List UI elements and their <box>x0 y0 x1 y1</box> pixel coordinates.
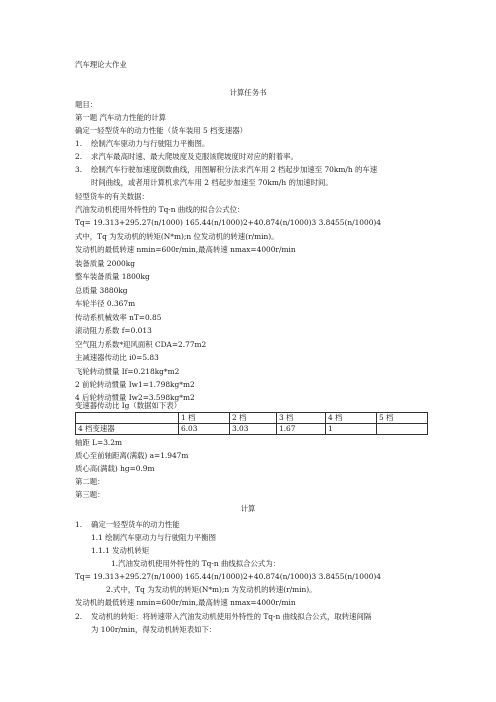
text-line: 发动机的最低转速 nmin=600r/min,最高转速 nmax=4000r/min <box>75 245 296 254</box>
list-text: 确定一轻型货车的动力性能 <box>91 520 180 529</box>
list-text: 发动机的转矩：将转速带入汽油发动机使用外特性的 Tq-n 曲线拟合公式，取转速间隔 <box>91 612 372 621</box>
text-line: 第一题 汽车动力性能的计算 <box>75 113 167 122</box>
list-text: 绘制汽车行驶加速度倒数曲线，用图解积分法求汽车用 2 档起步加速至 70km/h 的车速 <box>91 165 378 174</box>
table-cell: 1.67 <box>277 424 326 435</box>
section-heading: 第三题： <box>75 490 105 499</box>
param-line: 主减速器传动比 i0=5.83 <box>75 353 159 362</box>
table-header-row <box>76 413 428 424</box>
param-line: 变速器传动比 Ig（数据如下表） <box>75 401 182 410</box>
list-item <box>75 613 371 620</box>
param-line: 质心高(满载) hg=0.9m <box>75 464 155 473</box>
param-line: 质心至前轴距离(满载) a=1.947m <box>75 451 189 460</box>
param-line: 2 前轮转动惯量 Iw1=1.798kg*m2 <box>75 380 195 389</box>
table-cell: 1 <box>326 424 377 435</box>
text-line: 1.汽油发动机使用外特性的 Tq-n 曲线拟合公式为： <box>111 559 281 568</box>
table-cell <box>377 424 428 435</box>
list-number: 3. <box>75 165 83 174</box>
param-line: 轴距 L=3.2m <box>75 438 122 447</box>
list-number: 2. <box>75 612 83 621</box>
task-title: 计算任务书 <box>229 88 267 97</box>
list-item <box>75 153 298 160</box>
param-line: 滚动阻力系数 f=0.013 <box>75 326 152 335</box>
param-line: 4 后轮转动惯量 Iw2=3.598kg*m2 <box>75 393 195 402</box>
list-item <box>75 140 209 147</box>
list-number: 1. <box>75 139 83 148</box>
document-header: 汽车理论大作业 <box>75 60 127 69</box>
subsection-heading: 1.1 绘制汽车驱动力与行驶阻力平衡图 <box>91 533 216 542</box>
list-item-continuation: 时间曲线，或者用计算机求汽车用 2 档起步加速至 70km/h 的加速时间。 <box>91 178 333 187</box>
table-cell: 2 档 <box>230 413 277 424</box>
section-heading: 第二题： <box>75 477 105 486</box>
list-text: 求汽车最高时速、最大爬坡度及克服该爬坡度时对应的附着率。 <box>91 152 298 161</box>
formula-line: Tq= 19.313+295.27(n/1000) 165.44(n/1000)2+40.874(n/1000)3 3.8455(n/1000)4 <box>75 572 381 581</box>
text-line: 发动机的最低转速 nmin=600r/min,最高转速 nmax=4000r/min <box>75 598 296 607</box>
table-cell: 5 档 <box>377 413 428 424</box>
subsection-heading: 1.1.1 发动机转矩 <box>91 546 150 555</box>
table-cell: 4 档变速器 <box>76 424 179 435</box>
param-line: 飞轮转动惯量 If=0.218kg*m2 <box>75 367 180 376</box>
table-cell: 3 档 <box>277 413 326 424</box>
table-cell: 3.03 <box>230 424 277 435</box>
table-row <box>76 424 428 435</box>
param-line: 空气阻力系数*迎风面积 CDA=2.77m2 <box>75 340 207 349</box>
param-line: 传动系机械效率 nT=0.85 <box>75 313 162 322</box>
text-line: 题目： <box>75 100 98 109</box>
text-line: 轻型货车的有关数据： <box>75 192 149 201</box>
calc-title: 计算 <box>240 504 256 513</box>
text-line: 2.式中，Tq 为发动机的转矩(N*m);n 为发动机的转速(r/min)。 <box>106 585 317 594</box>
table-cell: 4 档 <box>326 413 377 424</box>
gear-ratio-table <box>75 412 428 435</box>
formula-line: Tq= 19.313+295.27(n/1000) 165.44(n/1000)2+40.874(n/1000)3 3.8455(n/1000)4 <box>75 218 381 227</box>
list-item <box>75 521 180 528</box>
param-line: 整车装备质量 1800kg <box>75 272 150 281</box>
list-number: 1. <box>75 520 83 529</box>
text-line: 汽油发动机使用外特性的 Tq-n 曲线的拟合公式位： <box>75 205 245 214</box>
table-cell <box>76 413 179 424</box>
list-item <box>75 166 377 173</box>
text-line: 确定一轻型货车的动力性能（货车装用 5 档变速器） <box>75 126 247 135</box>
table-cell: 6.03 <box>179 424 230 435</box>
list-number: 2. <box>75 152 83 161</box>
text-line: 式中，Tq 为发动机的转矩(N*m);n 位发动机的转速(r/min)。 <box>75 232 279 241</box>
list-text: 绘制汽车驱动力与行驶阻力平衡图。 <box>91 139 210 148</box>
param-line: 总质量 3880kg <box>75 286 128 295</box>
table-cell: 1 档 <box>179 413 230 424</box>
list-item-continuation: 为 100r/min，得发动机转矩表如下： <box>91 625 217 634</box>
param-line: 车轮半径 0.367m <box>75 299 136 308</box>
param-line: 装备质量 2000kg <box>75 259 135 268</box>
